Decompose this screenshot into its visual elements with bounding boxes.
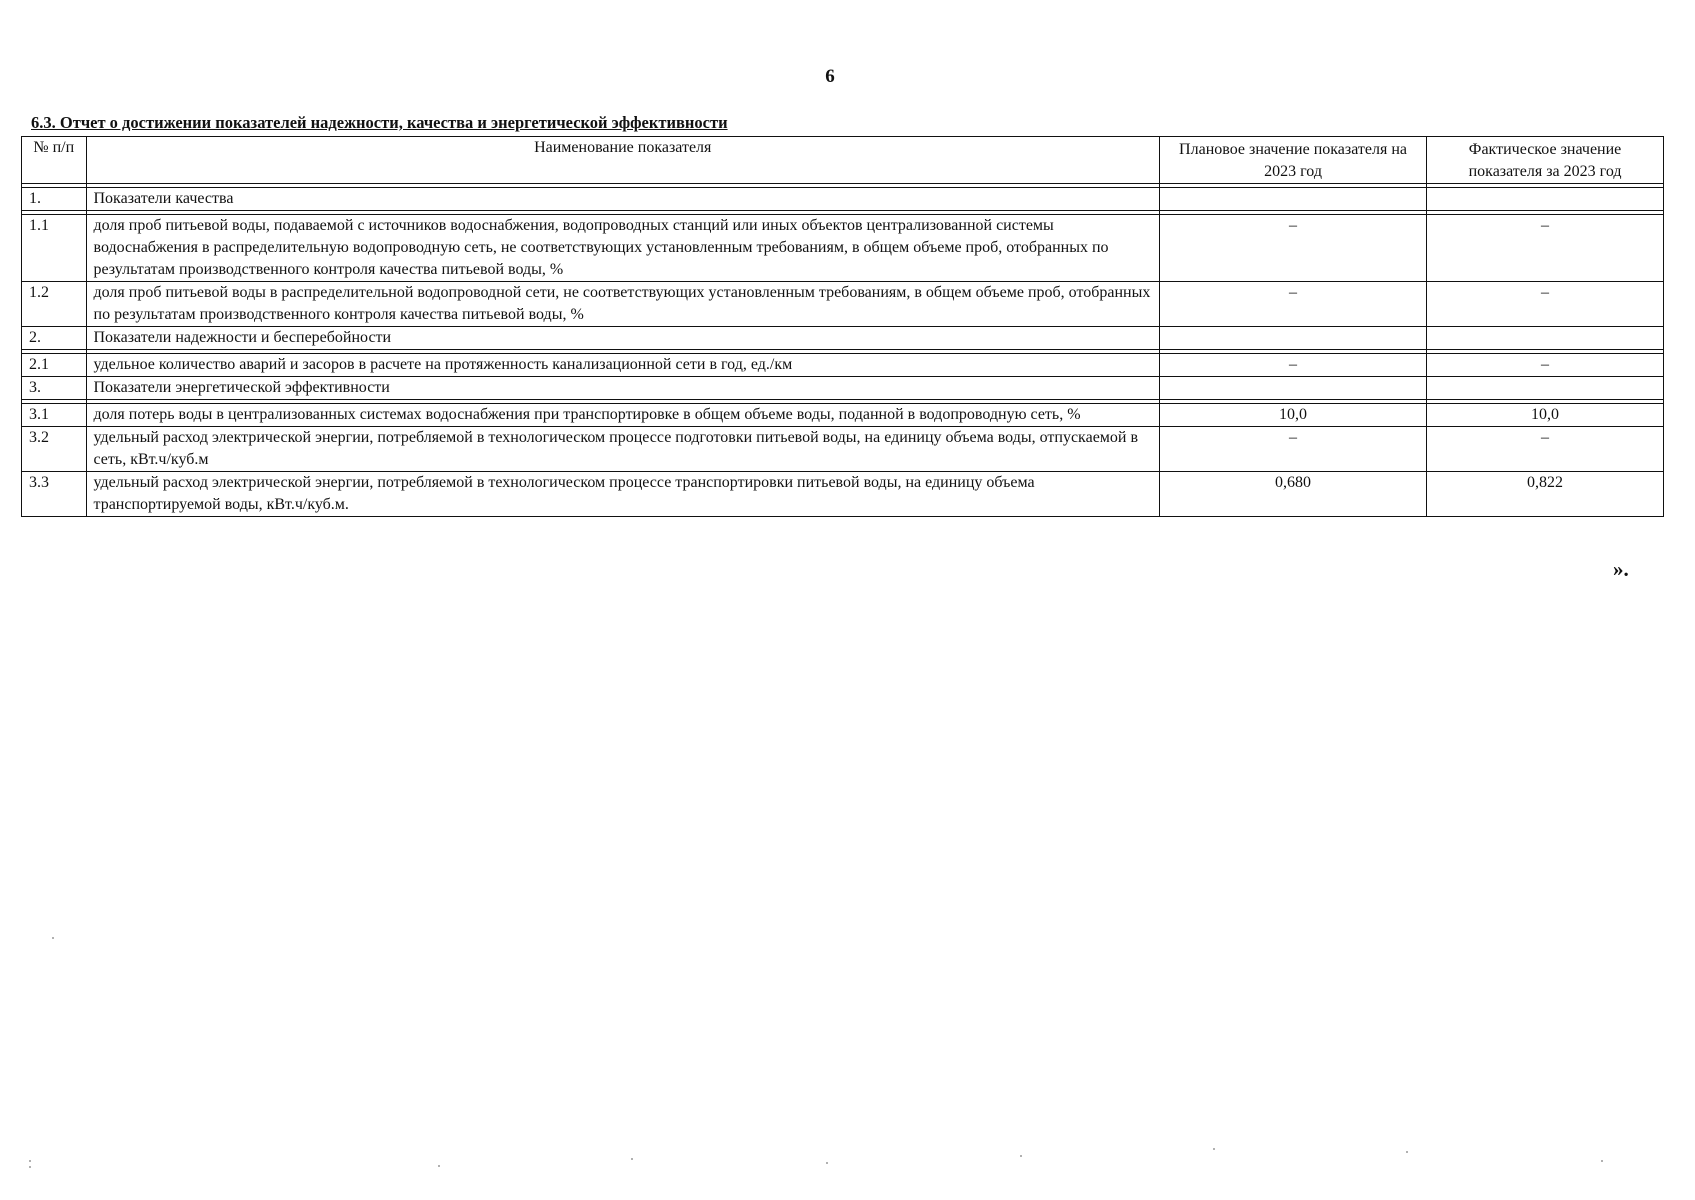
closing-quote-mark: ».: [1613, 557, 1629, 581]
row-name: доля потерь воды в централизованных системах водоснабжения при транспортировке в общем объеме воды, поданной в водопроводную сеть, %: [86, 404, 1159, 427]
row-name: доля проб питьевой воды, подаваемой с источников водоснабжения, водопроводных станций или иных объектов централизованной системы водоснабжения в распределительную водопроводную сеть, не соответствующих установленным требованиям, в общем объеме проб, отобранных по результатам производственного контроля качества питьевой воды, %: [86, 215, 1159, 282]
table-row: [22, 327, 1664, 350]
row-fact: –: [1427, 282, 1664, 327]
row-fact: –: [1427, 215, 1664, 282]
row-fact: –: [1427, 354, 1664, 377]
header-name: Наименование показателя: [86, 137, 1159, 184]
row-plan: [1159, 327, 1426, 350]
row-fact: 10,0: [1427, 404, 1664, 427]
row-name: Показатели энергетической эффективности: [86, 377, 1159, 400]
scan-speck: [631, 1158, 633, 1160]
scan-speck: [1020, 1155, 1022, 1157]
row-plan: –: [1159, 354, 1426, 377]
row-plan: –: [1159, 427, 1426, 472]
row-name: доля проб питьевой воды в распределительной водопроводной сети, не соответствующих установленным требованиям, в общем объеме проб, отобранных по результатам производственного контроля качества питьевой воды, %: [86, 282, 1159, 327]
row-name: Показатели качества: [86, 188, 1159, 211]
row-num: 3.1: [22, 404, 87, 427]
row-plan: 0,680: [1159, 472, 1426, 517]
table-row: [22, 282, 1664, 327]
scan-speck: [29, 1166, 31, 1168]
row-fact: [1427, 188, 1664, 211]
row-plan: –: [1159, 282, 1426, 327]
row-name: удельный расход электрической энергии, потребляемой в технологическом процессе транспортировки питьевой воды, на единицу объема транспортируемой воды, кВт.ч/куб.м.: [86, 472, 1159, 517]
header-fact: Фактическое значение показателя за 2023 год: [1427, 137, 1664, 184]
section-title: 6.3. Отчет о достижении показателей надежности, качества и энергетической эффективности: [31, 113, 728, 132]
row-num: 2.: [22, 327, 87, 350]
row-num: 1.2: [22, 282, 87, 327]
table-row: [22, 377, 1664, 400]
page-number: 6: [825, 66, 835, 87]
row-plan: 10,0: [1159, 404, 1426, 427]
row-name: удельный расход электрической энергии, потребляемой в технологическом процессе подготовки питьевой воды, на единицу объема воды, отпускаемой в сеть, кВт.ч/куб.м: [86, 427, 1159, 472]
row-name: Показатели надежности и бесперебойности: [86, 327, 1159, 350]
row-plan: [1159, 188, 1426, 211]
row-num: 3.3: [22, 472, 87, 517]
row-plan: [1159, 377, 1426, 400]
row-name: удельное количество аварий и засоров в расчете на протяженность канализационной сети в год, ед./км: [86, 354, 1159, 377]
row-plan: –: [1159, 215, 1426, 282]
scan-speck: [826, 1162, 828, 1164]
table-row: [22, 215, 1664, 282]
row-fact: –: [1427, 427, 1664, 472]
row-num: 2.1: [22, 354, 87, 377]
row-num: 1.: [22, 188, 87, 211]
table-row: [22, 427, 1664, 472]
table-header-row: [22, 137, 1664, 184]
row-fact: [1427, 377, 1664, 400]
header-num: № п/п: [22, 137, 87, 184]
row-num: 1.1: [22, 215, 87, 282]
indicators-table: [21, 136, 1664, 517]
scan-speck: [1406, 1151, 1408, 1153]
scan-speck: [1601, 1160, 1603, 1162]
table-row: [22, 472, 1664, 517]
scan-speck: [438, 1165, 440, 1167]
row-num: 3.2: [22, 427, 87, 472]
table-row: [22, 188, 1664, 211]
table-row: [22, 404, 1664, 427]
table-row: [22, 354, 1664, 377]
row-fact: [1427, 327, 1664, 350]
row-fact: 0,822: [1427, 472, 1664, 517]
scan-speck: [52, 937, 54, 939]
scan-speck: [1213, 1148, 1215, 1150]
row-num: 3.: [22, 377, 87, 400]
header-plan: Плановое значение показателя на 2023 год: [1159, 137, 1426, 184]
scan-speck: [29, 1160, 31, 1162]
